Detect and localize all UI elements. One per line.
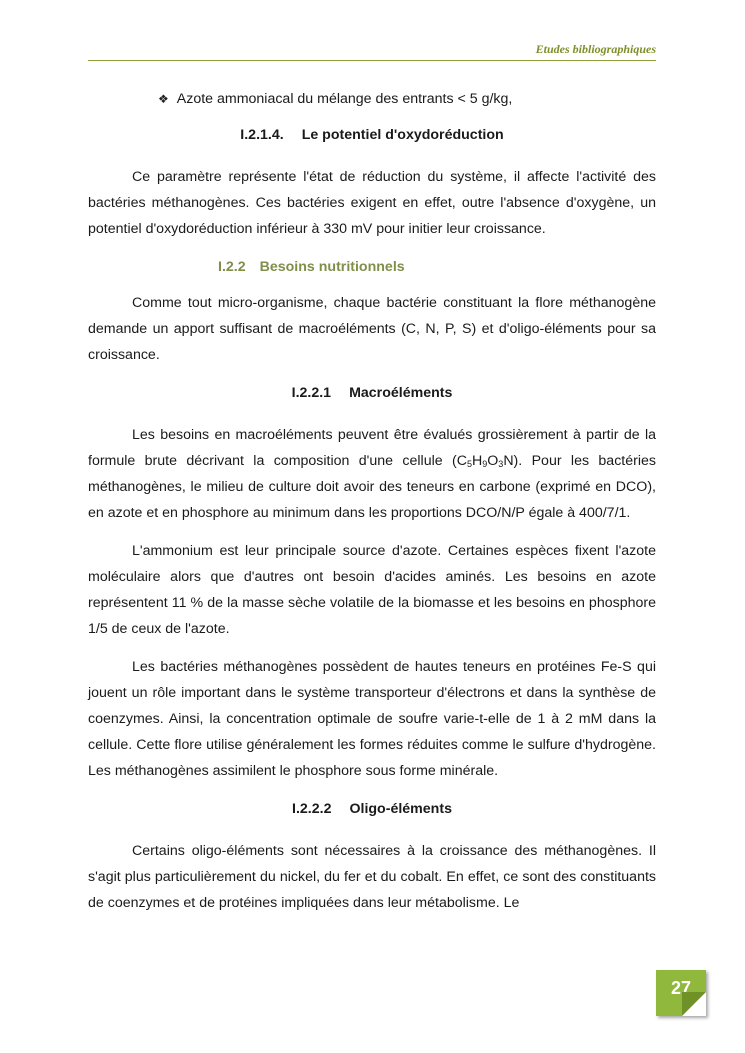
heading-title: Macroéléments	[349, 385, 453, 401]
heading-potentiel-oxydoreduction	[88, 122, 656, 148]
paragraph: Les bactéries méthanogènes possèdent de hautes teneurs en protéines Fe-S qui jouent un rôle important dans le système transporteur d'électrons et dans la synthèse de coenzymes. Ainsi, la concentration optimale de soufre varie-t-elle de 1 à 2 mM dans la cellule. Cette flore utilise généralement les formes réduites comme le sulfure d'hydrogène. Les méthanogènes assimilent le phosphore sous forme minérale.	[88, 659, 656, 779]
heading-title: Oligo-éléments	[349, 801, 452, 817]
document-body	[88, 86, 656, 928]
heading-number: I.2.1.4.	[240, 127, 284, 143]
paragraph: Certains oligo-éléments sont nécessaires à la croissance des méthanogènes. Il s'agit plus particulièrement du nickel, du fer et du cobalt. En effet, ce sont des constituants de coenzymes et de protéines impliquées dans leur métabolisme. Le	[88, 843, 656, 911]
heading-number: I.2.2.2	[292, 801, 332, 817]
page-number-badge: 27	[656, 970, 706, 1016]
heading-number: I.2.2.1	[291, 385, 332, 401]
heading-number: I.2.2	[218, 259, 246, 275]
paragraph: Ce paramètre représente l'état de réduction du système, il affecte l'activité des bactéries méthanogènes. Ces bactéries exigent en effet, outre l'absence d'oxygène, un potentiel d'oxydoréduction inférieur à 330 mV pour initier leur croissance.	[88, 169, 656, 237]
paragraph: Comme tout micro-organisme, chaque bactérie constituant la flore méthanogène demande un apport suffisant de macroéléments (C, N, P, S) et d'oligo-éléments pour sa croissance.	[88, 295, 656, 363]
bullet-item	[158, 86, 656, 112]
paragraph-formula: Les besoins en macroéléments peuvent être évalués grossièrement à partir de la formule brute décrivant la composition d'une cellule $(C_5H_9O_3N)$. Pour les bactéries méthanogènes, le milieu de culture doit avoir des teneurs en carbone (exprimé en DCO), en azote et en phosphore au minimum dans les proportions DCO/N/P égale à 400/7/1.	[88, 427, 656, 521]
heading-macroelements	[88, 380, 656, 406]
running-header: Etudes bibliographiques	[535, 42, 656, 56]
heading-title: Le potentiel d'oxydoréduction	[301, 127, 504, 143]
heading-oligo-elements	[88, 796, 656, 822]
paragraph: L'ammonium est leur principale source d'azote. Certaines espèces fixent l'azote moléculaire alors que d'autres ont besoin d'acides aminés. Les besoins en azote représentent 11 % de la masse sèche volatile de la biomasse et les besoins en phosphore 1/5 de ceux de l'azote.	[88, 543, 656, 637]
header-rule	[88, 60, 656, 61]
heading-title: Besoins nutritionnels	[259, 259, 405, 275]
diamond-bullet-icon: ❖	[158, 92, 169, 106]
bullet-text: Azote ammoniacal du mélange des entrants < 5 g/kg,	[176, 91, 513, 107]
heading-besoins-nutritionnels	[218, 254, 656, 280]
